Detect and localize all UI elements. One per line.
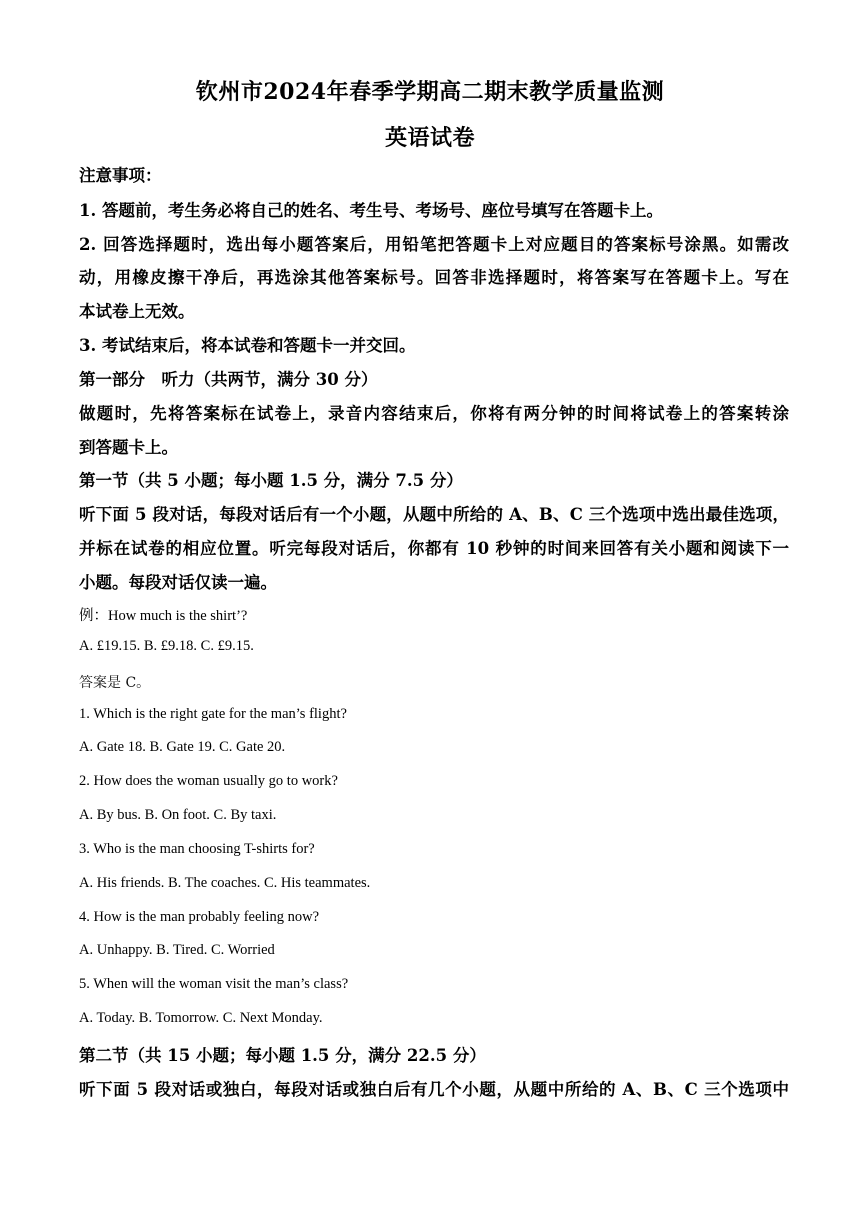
question-2: 2. How does the woman usually go to work? [79,773,338,789]
part1-intro-line-2: 到答题卡上。 [79,438,178,457]
section1-intro-line-3: 小题。每段对话仅读一遍。 [79,573,277,592]
notice-item-2-line-1: 2. 回答选择题时，选出每小题答案后，用铅笔把答题卡上对应题目的答案标号涂黑。如需改 [79,235,789,254]
notice-item-1: 1. 答题前，考生务必将自己的姓名、考生号、考场号、座位号填写在答题卡上。 [79,201,663,220]
question-3-options: A. His friends. B. The coaches. C. His teammates. [79,875,371,891]
section1-heading: 第一节（共 5 小题；每小题 1.5 分，满分 7.5 分） [79,471,463,490]
notice-item-2-line-2: 动，用橡皮擦干净后，再选涂其他答案标号。回答非选择题时，将答案写在答题卡上。写在 [79,268,789,287]
question-3: 3. Who is the man choosing T-shirts for? [79,841,315,857]
part1-intro-line-1: 做题时，先将答案标在试卷上，录音内容结束后，你将有两分钟的时间将试卷上的答案转涂 [79,404,789,423]
question-4-options: A. Unhappy. B. Tired. C. Worried [79,942,275,958]
notice-item-2-line-3: 本试卷上无效。 [79,302,195,321]
exam-title: 钦州市2024年春季学期高二期末教学质量监测 [195,79,665,105]
part1-heading: 第一部分 听力（共两节，满分 30 分） [79,370,378,389]
example-question: 例：How much is the shirt’? [79,608,248,624]
section2-intro-line-1: 听下面 5 段对话或独白，每段对话或独白后有几个小题，从题中所给的 A、B、C 三个选项中 [79,1080,789,1099]
question-2-options: A. By bus. B. On foot. C. By taxi. [79,807,277,823]
section2-heading: 第二节（共 15 小题；每小题 1.5 分，满分 22.5 分） [79,1046,486,1065]
question-1-options: A. Gate 18. B. Gate 19. C. Gate 20. [79,739,286,755]
question-4: 4. How is the man probably feeling now? [79,909,320,925]
question-5: 5. When will the woman visit the man’s class? [79,976,349,992]
notice-item-3: 3. 考试结束后，将本试卷和答题卡一并交回。 [79,336,416,355]
section1-intro-line-1: 听下面 5 段对话，每段对话后有一个小题，从题中所给的 A、B、C 三个选项中选出最佳选项， [79,505,789,524]
example-options: A. £19.15. B. £9.18. C. £9.15. [79,638,254,654]
exam-subtitle: 英语试卷 [384,125,475,151]
question-5-options: A. Today. B. Tomorrow. C. Next Monday. [79,1010,323,1026]
example-answer: 答案是 C。 [79,675,151,691]
question-1: 1. Which is the right gate for the man’s flight? [79,706,347,722]
section1-intro-line-2: 并标在试卷的相应位置。听完每段对话后，你都有 10 秒钟的时间来回答有关小题和阅读下一 [79,539,789,558]
notice-heading: 注意事项： [79,166,162,185]
